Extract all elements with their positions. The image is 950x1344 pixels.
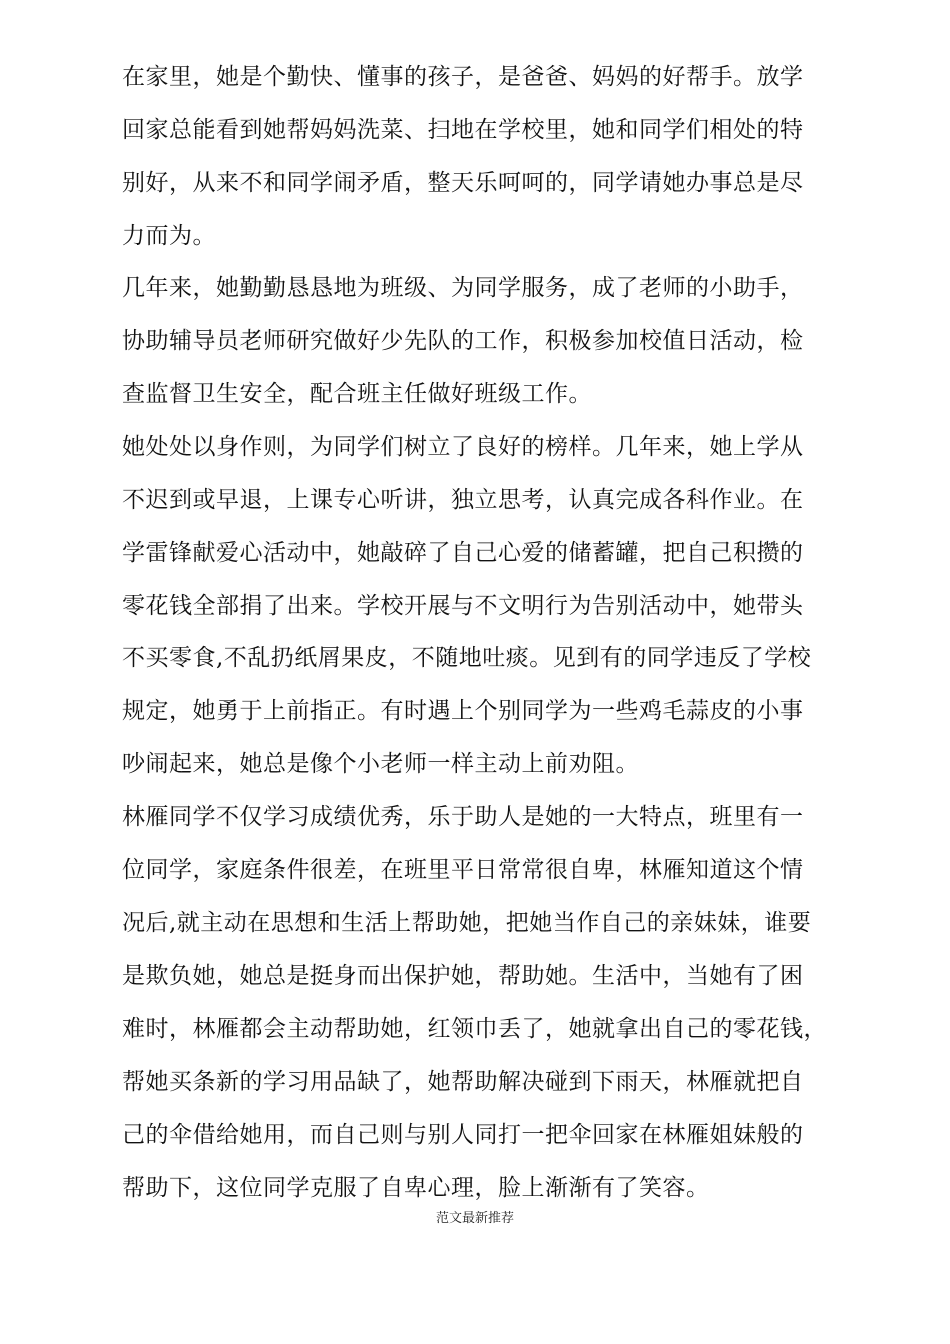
text-line: 她处处以身作则，为同学们树立了良好的榜样。几年来，她上学从 bbox=[122, 434, 804, 460]
page-footer: 范文最新推荐 bbox=[435, 1211, 514, 1226]
text-line: 在家里，她是个勤快、懂事的孩子，是爸爸、妈妈的好帮手。放学 bbox=[122, 64, 804, 90]
text-line: 林雁同学不仅学习成绩优秀，乐于助人是她的一大特点，班里有一 bbox=[122, 804, 804, 830]
text-line: 位同学，家庭条件很差，在班里平日常常很自卑，林雁知道这个情 bbox=[122, 857, 804, 883]
text-line: 规定，她勇于上前指正。有时遇上个别同学为一些鸡毛蒜皮的小事 bbox=[122, 698, 804, 724]
text-line: 帮助下，这位同学克服了自卑心理，脸上渐渐有了笑容。 bbox=[122, 1175, 710, 1201]
text-line: 不迟到或早退，上课专心听讲，独立思考，认真完成各科作业。在 bbox=[122, 487, 804, 513]
text-line: 难时，林雁都会主动帮助她，红领巾丢了，她就拿出自己的零花钱， bbox=[122, 1016, 827, 1042]
text-line: 学雷锋献爱心活动中，她敲碎了自己心爱的储蓄罐，把自己积攒的 bbox=[122, 540, 804, 566]
text-line: 力而为。 bbox=[122, 223, 216, 249]
text-line: 不买零食,不乱扔纸屑果皮，不随地吐痰。见到有的同学违反了学校 bbox=[122, 645, 812, 671]
text-line: 协助辅导员老师研究做好少先队的工作，积极参加校值日活动，检 bbox=[122, 328, 804, 354]
text-line: 别好，从来不和同学闹矛盾，整天乐呵呵的，同学请她办事总是尽 bbox=[122, 170, 804, 196]
text-line: 是欺负她，她总是挺身而出保护她，帮助她。生活中，当她有了困 bbox=[122, 963, 804, 989]
text-line: 查监督卫生安全，配合班主任做好班级工作。 bbox=[122, 381, 592, 407]
text-line: 况后,就主动在思想和生活上帮助她，把她当作自己的亲妹妹，谁要 bbox=[122, 910, 812, 936]
text-line: 己的伞借给她用，而自己则与别人同打一把伞回家在林雁姐妹般的 bbox=[122, 1122, 804, 1148]
text-line: 几年来，她勤勤恳恳地为班级、为同学服务，成了老师的小助手， bbox=[122, 275, 804, 301]
text-line: 吵闹起来，她总是像个小老师一样主动上前劝阻。 bbox=[122, 751, 639, 777]
text-line: 回家总能看到她帮妈妈洗菜、扫地在学校里，她和同学们相处的特 bbox=[122, 117, 804, 143]
text-line: 帮她买条新的学习用品缺了，她帮助解决碰到下雨天，林雁就把自 bbox=[122, 1069, 804, 1095]
text-line: 零花钱全部捐了出来。学校开展与不文明行为告别活动中，她带头 bbox=[122, 593, 804, 619]
